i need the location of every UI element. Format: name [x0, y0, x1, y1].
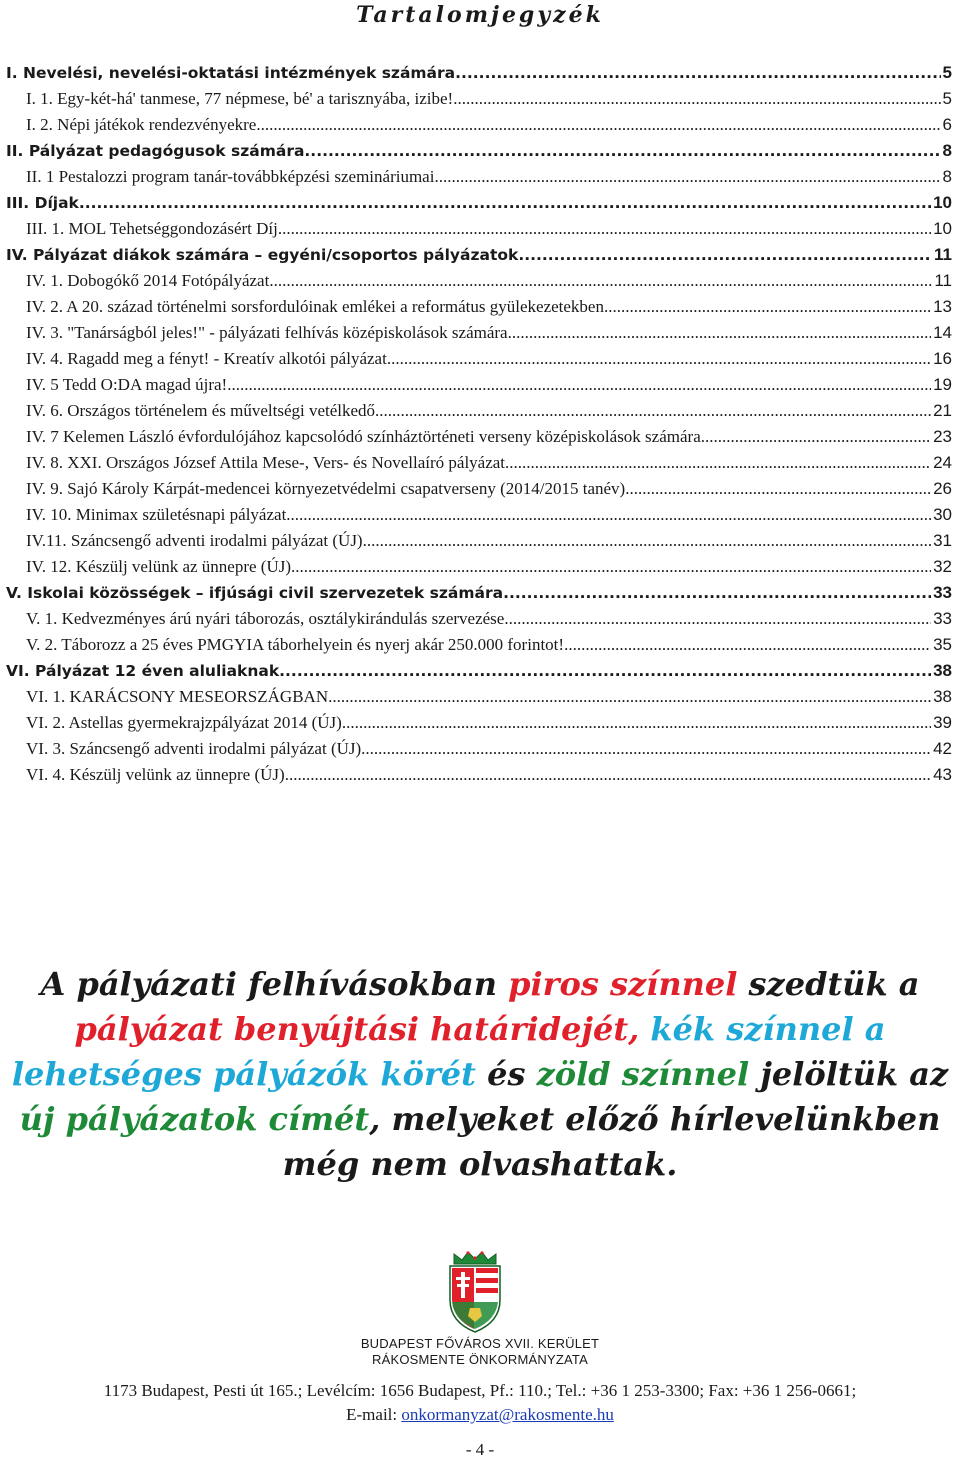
toc-entry-title: VI. 4. Készülj velünk az ünnepre (ÚJ) — [26, 765, 285, 784]
toc-subsection-entry[interactable] — [6, 476, 952, 502]
coat-of-arms-icon — [440, 1250, 510, 1334]
toc-page-number: 11 — [934, 245, 952, 264]
toc-entry-title: I. Nevelési, nevelési-oktatási intézmények számára — [6, 64, 456, 82]
toc-page-number: 23 — [933, 427, 952, 446]
notice-segment-red: pályázat benyújtási határidejét, — [74, 1010, 640, 1048]
toc-page-number: 33 — [933, 583, 952, 602]
toc-entry-title: IV. 7 Kelemen László évfordulójához kapcsolódó színháztörténeti verseny középiskolások számára — [26, 427, 701, 446]
toc-section-entry[interactable] — [6, 138, 952, 164]
toc-subsection-entry[interactable] — [6, 398, 952, 424]
toc-leader-dots — [328, 684, 931, 710]
toc-page-number: 21 — [933, 401, 952, 420]
toc-leader-dots — [269, 268, 932, 294]
toc-page-number: 30 — [933, 505, 952, 524]
toc-page-number: 10 — [933, 193, 952, 212]
toc-subsection-entry[interactable] — [6, 554, 952, 580]
toc-entry-title: IV. 5 Tedd O:DA magad újra! — [26, 375, 228, 394]
email-label: E-mail: — [346, 1405, 402, 1424]
notice-segment-default: szedtük a — [737, 965, 920, 1003]
toc-leader-dots — [291, 554, 931, 580]
toc-subsection-entry[interactable] — [6, 450, 952, 476]
toc-entry-title: IV. 10. Minimax születésnapi pályázat — [26, 505, 287, 524]
toc-entry-title: III. Díjak — [6, 194, 79, 212]
toc-leader-dots — [701, 424, 931, 450]
toc-subsection-entry[interactable] — [6, 606, 952, 632]
toc-leader-dots — [279, 658, 931, 684]
notice-segment-default — [639, 1010, 650, 1048]
toc-subsection-entry[interactable] — [6, 346, 952, 372]
toc-section-entry[interactable] — [6, 190, 952, 216]
toc-leader-dots — [387, 346, 931, 372]
toc-leader-dots — [518, 242, 932, 268]
toc-section-entry[interactable] — [6, 658, 952, 684]
toc-leader-dots — [79, 190, 931, 216]
toc-leader-dots — [505, 450, 931, 476]
toc-subsection-entry[interactable] — [6, 372, 952, 398]
toc-subsection-entry[interactable] — [6, 710, 952, 736]
toc-subsection-entry[interactable] — [6, 86, 952, 112]
toc-page-number: 16 — [933, 349, 952, 368]
toc-page-number: 38 — [933, 661, 952, 680]
toc-page-number: 19 — [933, 375, 952, 394]
color-legend-notice — [0, 962, 960, 1187]
toc-entry-title: IV.11. Száncsengő adventi irodalmi pályázat (ÚJ) — [26, 531, 363, 550]
contact-address: 1173 Budapest, Pesti út 165.; Levélcím: 1656 Budapest, Pf.: 110.; Tel.: +36 1 253-3300; Fax: +36 1 256-0661; — [103, 1381, 857, 1400]
toc-leader-dots — [434, 164, 940, 190]
toc-subsection-entry[interactable] — [6, 164, 952, 190]
council-name-line2: RÁKOSMENTE ÖNKORMÁNYZATA — [372, 1352, 588, 1367]
toc-page-number: 5 — [942, 63, 952, 82]
toc-entry-title: I. 1. Egy-két-há' tanmese, 77 népmese, bé' a tarisznyába, izibe! — [26, 89, 454, 108]
toc-entry-title: IV. 6. Országos történelem és műveltségi vetélkedő — [26, 401, 376, 420]
toc-entry-title: IV. Pályázat diákok számára – egyéni/csoportos pályázatok — [6, 246, 519, 264]
page-title: Tartalomjegyzék — [356, 2, 604, 28]
toc-leader-dots — [453, 86, 940, 112]
toc-page-number: 5 — [942, 89, 952, 108]
toc-entry-title: I. 2. Népi játékok rendezvényekre — [26, 115, 257, 134]
page-number: - 4 - — [465, 1440, 495, 1459]
council-name-line1: BUDAPEST FŐVÁROS XVII. KERÜLET — [360, 1336, 600, 1351]
toc-entry-title: VI. 3. Száncsengő adventi irodalmi pályázat (ÚJ) — [26, 739, 362, 758]
toc-page-number: 31 — [933, 531, 952, 550]
toc-entry-title: VI. 2. Astellas gyermekrajzpályázat 2014 (ÚJ) — [26, 713, 342, 732]
toc-leader-dots — [504, 606, 931, 632]
toc-entry-title: IV. 12. Készülj velünk az ünnepre (ÚJ) — [26, 557, 292, 576]
toc-page-number: 35 — [933, 635, 952, 654]
notice-segment-blue: kék színnel a lehetséges pályázók körét — [11, 1010, 886, 1093]
toc-leader-dots — [508, 320, 931, 346]
email-link[interactable]: onkormanyzat@rakosmente.hu — [401, 1405, 614, 1424]
toc-leader-dots — [361, 736, 931, 762]
toc-page-number: 10 — [933, 219, 952, 238]
toc-page-number: 38 — [933, 687, 952, 706]
table-of-contents — [6, 60, 952, 788]
toc-page-number: 42 — [933, 739, 952, 758]
toc-entry-title: II. 1 Pestalozzi program tanár-továbbképzési szemináriumai — [26, 167, 435, 186]
toc-entry-title: V. 2. Táborozz a 25 éves PMGYIA táborhelyein és nyerj akár 250.000 forintot! — [26, 635, 565, 654]
toc-page-number: 43 — [933, 765, 952, 784]
toc-leader-dots — [227, 372, 931, 398]
notice-segment-red: piros színnel — [508, 965, 738, 1003]
toc-page-number: 6 — [942, 115, 952, 134]
toc-subsection-entry[interactable] — [6, 736, 952, 762]
toc-subsection-entry[interactable] — [6, 268, 952, 294]
toc-leader-dots — [604, 294, 931, 320]
toc-leader-dots — [375, 398, 931, 424]
toc-entry-title: II. Pályázat pedagógusok számára — [6, 142, 305, 160]
toc-entry-title: IV. 1. Dobogókő 2014 Fotópályázat — [26, 271, 270, 290]
toc-section-entry[interactable] — [6, 242, 952, 268]
toc-leader-dots — [304, 138, 940, 164]
toc-subsection-entry[interactable] — [6, 502, 952, 528]
toc-entry-title: V. 1. Kedvezményes árú nyári táborozás, osztálykirándulás szervezése — [26, 609, 505, 628]
toc-leader-dots — [503, 580, 931, 606]
toc-subsection-entry[interactable] — [6, 424, 952, 450]
toc-subsection-entry[interactable] — [6, 112, 952, 138]
toc-subsection-entry[interactable] — [6, 294, 952, 320]
toc-subsection-entry[interactable] — [6, 684, 952, 710]
toc-subsection-entry[interactable] — [6, 320, 952, 346]
notice-segment-default: és — [475, 1055, 537, 1093]
toc-entry-title: IV. 8. XXI. Országos József Attila Mese-, Vers- és Novellaíró pályázat — [26, 453, 506, 472]
toc-page-number: 11 — [934, 271, 952, 290]
toc-entry-title: VI. 1. KARÁCSONY MESEORSZÁGBAN — [26, 687, 329, 706]
toc-page-number: 8 — [942, 141, 952, 160]
toc-leader-dots — [455, 60, 940, 86]
toc-section-entry[interactable] — [6, 60, 952, 86]
contact-email-line — [0, 1405, 960, 1425]
toc-page-number: 39 — [933, 713, 952, 732]
notice-segment-default: jelöltük az — [749, 1055, 949, 1093]
toc-page-number: 14 — [933, 323, 952, 342]
toc-subsection-entry[interactable] — [6, 762, 952, 788]
toc-section-entry[interactable] — [6, 580, 952, 606]
toc-page-number: 26 — [933, 479, 952, 498]
toc-entry-title: IV. 4. Ragadd meg a fényt! - Kreatív alkotói pályázat — [26, 349, 387, 368]
notice-segment-green: új pályázatok címét — [19, 1100, 370, 1138]
toc-entry-title: IV. 3. "Tanárságból jeles!" - pályázati felhívás középiskolások számára — [26, 323, 508, 342]
toc-subsection-entry[interactable] — [6, 632, 952, 658]
toc-entry-title: V. Iskolai közösségek – ifjúsági civil szervezetek számára — [6, 584, 504, 602]
toc-leader-dots — [285, 762, 931, 788]
toc-entry-title: III. 1. MOL Tehetséggondozásért Díj — [26, 219, 278, 238]
notice-segment-default: A pályázati felhívásokban — [40, 965, 509, 1003]
toc-page-number: 8 — [942, 167, 952, 186]
toc-subsection-entry[interactable] — [6, 528, 952, 554]
toc-leader-dots — [363, 528, 931, 554]
toc-entry-title: VI. Pályázat 12 éven aluliaknak — [6, 662, 280, 680]
toc-leader-dots — [278, 216, 931, 242]
toc-leader-dots — [625, 476, 931, 502]
toc-leader-dots — [256, 112, 940, 138]
toc-page-number: 33 — [933, 609, 952, 628]
toc-entry-title: IV. 2. A 20. század történelmi sorsfordulóinak emlékei a református gyülekezetekben — [26, 297, 604, 316]
toc-page-number: 24 — [933, 453, 952, 472]
notice-segment-green: zöld színnel — [536, 1055, 750, 1093]
notice-segment-default: , melyeket előző hírlevelünkben még nem olvashattak. — [282, 1100, 941, 1183]
toc-entry-title: IV. 9. Sajó Károly Kárpát-medencei környezetvédelmi csapatverseny (2014/2015 tanév) — [26, 479, 626, 498]
toc-page-number: 32 — [933, 557, 952, 576]
toc-leader-dots — [286, 502, 931, 528]
toc-subsection-entry[interactable] — [6, 216, 952, 242]
toc-leader-dots — [564, 632, 931, 658]
toc-page-number: 13 — [933, 297, 952, 316]
toc-leader-dots — [342, 710, 931, 736]
